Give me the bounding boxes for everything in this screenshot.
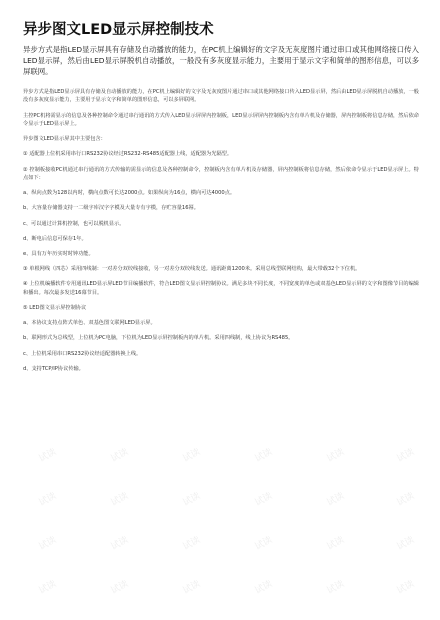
watermark-text: 试读 [37, 579, 59, 597]
intro-paragraph: 异步方式是指LED显示屏具有存储及自动播放的能力，在PC机上编辑好的文字及无灰度图片通过串口或其他网络接口传入LED显示屏，然后由LED显示屏脱机自动播放，一般没有多灰度显示能力，主要用于显示文字和简单的图形信息，可以多屏联网。 [23, 45, 419, 77]
watermark-text: 试读 [325, 535, 347, 553]
body-paragraph: 异步图文LED显示屏其中主要包含： [23, 136, 106, 143]
document-title: 异步图文LED显示屏控制技术 [23, 22, 214, 38]
list-item: c、上位机采用串口RS232协议经适配器转换上线。 [23, 350, 142, 357]
body-paragraph: ① 适配器上位机采用串行口RS232协议经过RS232-RS485适配器上线，适配器为光隔型。 [23, 151, 233, 158]
list-item: a、本协议支持点阵式单色、双基色图文联网LED显示屏。 [23, 320, 156, 327]
watermark-text: 试读 [109, 491, 131, 509]
section-heading: ⑤ LED图文显示屏控制协议 [23, 305, 87, 312]
body-paragraph: ② 控制板接收PC机通过串行通讯的方式传输的需显示的信息及各种控制命令，控制板内含有单片机及存储器，屏内控制板将信息存储，然后依命令显示于LED显示屏上。特点如下： [23, 166, 419, 182]
watermark-text: 试读 [37, 447, 59, 465]
watermark-text: 试读 [181, 535, 203, 553]
watermark-text: 试读 [253, 491, 275, 509]
watermark-text: 试读 [181, 447, 203, 465]
watermark-text: 试读 [395, 579, 417, 597]
watermark-text: 试读 [253, 447, 275, 465]
watermark-text: 试读 [253, 579, 275, 597]
list-item: b、联网形式为总线型，上位机为PC电脑，下位机为LED显示屏控制板内的单片机。采用四线制，线上协议为RS485。 [23, 335, 294, 342]
watermark-text: 试读 [253, 535, 275, 553]
body-paragraph: 异步方式是指LED显示屏具有存储及自动播放的能力，在PC机上编辑好的文字及无灰度图片通过串口或其他网络接口传入LED显示屏，然后由LED显示屏脱机自动播放，一般没有多灰度显示能力，主要用于显示文字和简单的图形信息，可以多屏联网。 [23, 89, 419, 104]
watermark-text: 试读 [325, 491, 347, 509]
list-item: e、具有万年历实时时钟功能。 [23, 251, 94, 258]
watermark-text: 试读 [181, 491, 203, 509]
body-paragraph: 主控PC机将需显示的信息及各种控制命令通过串行通讯的方式传入LED显示屏屏内控制板，LED显示屏屏内控制板内含有单片机及存储器，屏内控制板将信息存储，然后依命令显示于LED显示屏上。 [23, 112, 419, 128]
list-item: a、纵向点数为128以内时，横向点数可长达2000点。如果纵向为16点，横向可达4000点。 [23, 190, 236, 197]
watermark-text: 试读 [395, 535, 417, 553]
watermark-text: 试读 [395, 447, 417, 465]
watermark-text: 试读 [37, 491, 59, 509]
watermark-text: 试读 [109, 579, 131, 597]
watermark-text: 试读 [109, 535, 131, 553]
watermark-text: 试读 [325, 579, 347, 597]
list-item: d、断电后信息可保存1年。 [23, 235, 87, 242]
watermark-text: 试读 [325, 447, 347, 465]
watermark-text: 试读 [395, 491, 417, 509]
watermark-text: 试读 [37, 535, 59, 553]
document-body [23, 88, 419, 380]
body-paragraph: ④ 上位机编播软件专用通讯LED显示屏LED节目编播软件，符合LED图文显示屏控制协议。满足多块不同长度，不同宽度的单色或双基色LED显示屏的文字和图像节目的编辑和播出。每次最多发送16幕节目。 [23, 281, 419, 296]
list-item: c、可以通过计算机控制，也可以脱机显示。 [23, 220, 125, 227]
list-item: d、支持TCP/IP协议传输。 [23, 365, 84, 372]
watermark-text: 试读 [109, 447, 131, 465]
list-item: b、大容量存储器支持一二级字库汉字字模及大量专有字模，存贮容量16幂。 [23, 205, 199, 212]
watermark-text: 试读 [181, 579, 203, 597]
body-paragraph: ③ 单根网线（四芯）采用四线制：一对差分双绞线接收，另一对差分双绞线发送。通讯距离1200米。采用总线型联网结构，最大带载32个下位机。 [23, 266, 361, 273]
